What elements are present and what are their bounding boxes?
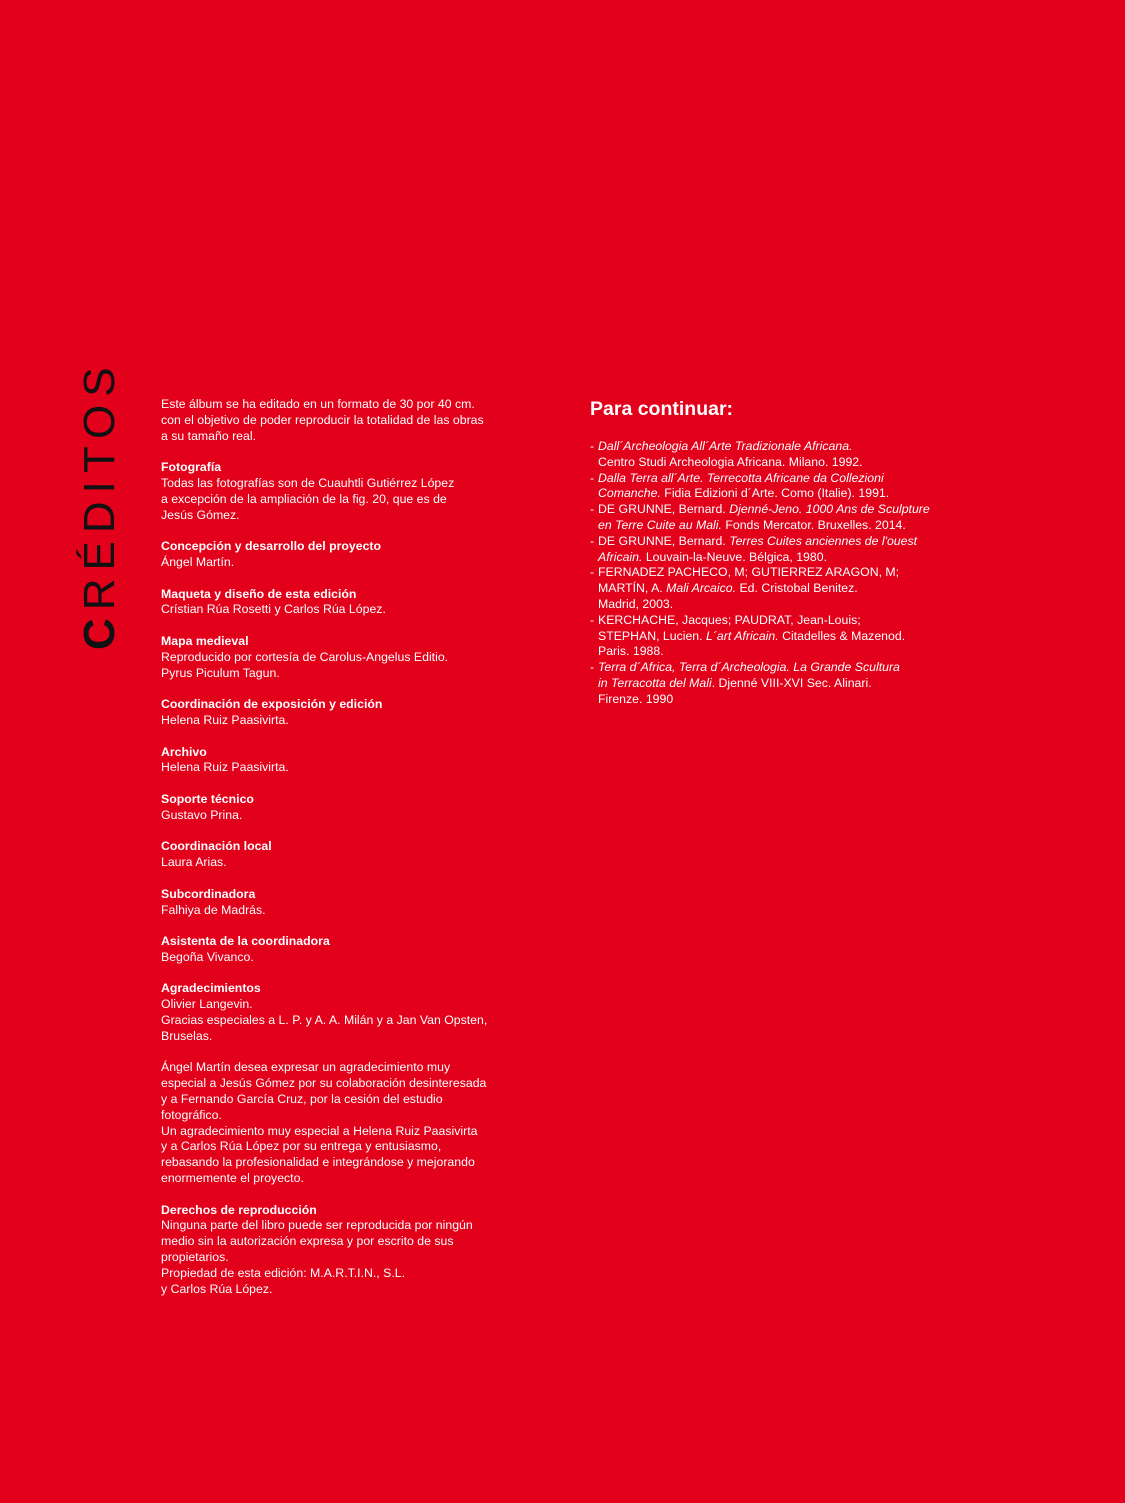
reference-title: en Terre Cuite au Mali. (598, 517, 722, 532)
title-initial: C (75, 610, 124, 650)
credit-section (161, 587, 501, 619)
reference-line (598, 550, 930, 566)
bullet-dash: - (590, 565, 595, 580)
credit-section (161, 839, 501, 871)
reference-line (598, 518, 930, 534)
bibliography-heading: Para continuar: (590, 398, 734, 420)
reference-text: Fonds Mercator. Bruxelles. 2014. (721, 517, 906, 532)
credit-section (161, 634, 501, 681)
reference-item (590, 565, 930, 612)
section-heading: Coordinación local (161, 839, 272, 854)
text-line: propietarios. (161, 1250, 229, 1265)
text-line: Gustavo Prina. (161, 807, 243, 822)
section-heading: Agradecimientos (161, 981, 261, 996)
section-heading: Subcordinadora (161, 886, 256, 901)
reference-text: Madrid, 2003. (598, 596, 674, 611)
reference-line (598, 692, 930, 708)
text-line: fotográfico. (161, 1107, 222, 1122)
text-line: Begoña Vivanco. (161, 949, 254, 964)
reference-line (598, 534, 930, 550)
reference-title: Africain. (598, 549, 643, 564)
reference-line (598, 660, 930, 676)
reference-text: Ed. Cristobal Benitez. (736, 581, 858, 596)
reference-text: KERCHACHE, Jacques; PAUDRAT, Jean-Louis; (598, 612, 861, 627)
reference-text: Paris. 1988. (598, 644, 664, 659)
credit-section (161, 745, 501, 777)
reference-item (590, 613, 930, 660)
text-line: Bruselas. (161, 1028, 213, 1043)
bullet-dash: - (590, 612, 595, 627)
reference-line (598, 644, 930, 660)
title-rest: RÉDITOS (75, 359, 124, 611)
section-heading: Coordinación de exposición y edición (161, 697, 383, 712)
reference-text: Louvain-la-Neuve. Bélgica, 1980. (642, 549, 827, 564)
bullet-dash: - (590, 439, 595, 453)
reference-item (590, 439, 930, 471)
reference-line (598, 455, 930, 471)
text-line: Pyrus Piculum Tagun. (161, 665, 280, 680)
bullet-dash: - (590, 502, 595, 517)
credit-section (161, 981, 501, 1044)
reference-line (598, 502, 930, 518)
credit-sections (161, 460, 501, 1044)
text-line: enormemente el proyecto. (161, 1171, 304, 1186)
rights-section (161, 1203, 501, 1298)
text-line: Laura Arias. (161, 855, 227, 870)
text-line: y a Carlos Rúa López por su entrega y entusiasmo, (161, 1139, 442, 1154)
reference-item (590, 502, 930, 534)
reference-title: L´art Africain. (705, 628, 779, 643)
reference-title: Mali Arcaico. (666, 581, 737, 596)
bibliography-column (590, 397, 930, 708)
text-line: Helena Ruiz Paasivirta. (161, 760, 289, 775)
credit-section (161, 539, 501, 571)
reference-line (598, 581, 930, 597)
reference-line (598, 471, 930, 487)
text-line: y Carlos Rúa López. (161, 1281, 273, 1296)
section-heading: Fotografía (161, 460, 222, 475)
section-heading: Asistenta de la coordinadora (161, 934, 330, 949)
reference-title: Djenné-Jeno. 1000 Ans de Sculpture (729, 502, 930, 517)
credits-column (161, 397, 501, 1313)
text-line: Un agradecimiento muy especial a Helena Ruiz Paasivirta (161, 1123, 478, 1138)
text-line: Ángel Martín. (161, 554, 235, 569)
section-heading: Maqueta y diseño de esta edición (161, 586, 357, 601)
text-line: Gracias especiales a L. P. y A. A. Milán y a Jan Van Opsten, (161, 1013, 488, 1028)
reference-text: Fidia Edizioni d´Arte. Como (Italie). 1991. (660, 486, 890, 501)
reference-line (598, 486, 930, 502)
text-line: medio sin la autorización expresa y por escrito de sus (161, 1234, 454, 1249)
text-line: Falhiya de Madrás. (161, 902, 266, 917)
reference-title: Comanche. (598, 486, 661, 501)
text-line: Este álbum se ha editado en un formato de 30 por 40 cm. (161, 397, 475, 411)
reference-line (598, 439, 930, 455)
reference-item (590, 660, 930, 707)
section-heading: Archivo (161, 744, 207, 759)
text-line: Reproducido por cortesía de Carolus-Angelus Editio. (161, 649, 449, 664)
reference-title: Terres Cuites anciennes de l'ouest (729, 533, 918, 548)
reference-text: . Djenné VIII-XVI Sec. Alinari. (711, 675, 872, 690)
intro-paragraph (161, 397, 501, 444)
section-heading: Concepción y desarrollo del proyecto (161, 539, 382, 554)
text-line: especial a Jesús Gómez por su colaboración desinteresada (161, 1076, 487, 1091)
section-heading: Mapa medieval (161, 633, 249, 648)
text-line: a su tamaño real. (161, 428, 257, 443)
text-line: Ninguna parte del libro puede ser reproducida por ningún (161, 1218, 473, 1233)
reference-text: Firenze. 1990 (598, 691, 674, 706)
text-line: Olivier Langevin. (161, 997, 253, 1012)
reference-line (598, 565, 930, 581)
reference-line (598, 676, 930, 692)
text-line: Helena Ruiz Paasivirta. (161, 712, 289, 727)
reference-text: STEPHAN, Lucien. (598, 628, 706, 643)
reference-title: in Terracotta del Mali (598, 675, 712, 690)
section-heading: Derechos de reproducción (161, 1202, 317, 1217)
credit-section (161, 792, 501, 824)
text-line: y a Fernando García Cruz, por la cesión del estudio (161, 1092, 443, 1107)
bullet-dash: - (590, 660, 595, 675)
reference-item (590, 534, 930, 566)
text-line: Ángel Martín desea expresar un agradecimiento muy (161, 1060, 451, 1075)
reference-title: Dall´Archeologia All´Arte Tradizionale Africana. (598, 439, 853, 453)
credit-section (161, 887, 501, 919)
credit-section (161, 460, 501, 523)
reference-text: Citadelles & Mazenod. (778, 628, 906, 643)
text-line: con el objetivo de poder reproducir la totalidad de las obras (161, 412, 484, 427)
thanks-paragraph (161, 1060, 501, 1186)
reference-line (598, 629, 930, 645)
reference-title: Terra d´Africa, Terra d´Archeologia. La Grande Scultura (598, 660, 900, 675)
bullet-dash: - (590, 470, 595, 485)
text-line: Jesús Gómez. (161, 507, 240, 522)
credit-section (161, 934, 501, 966)
text-line: Crístian Rúa Rosetti y Carlos Rúa López. (161, 602, 386, 617)
reference-text: DE GRUNNE, Bernard. (598, 502, 730, 517)
reference-line (598, 597, 930, 613)
text-line: rebasando la profesionalidad e integrándose y mejorando (161, 1155, 475, 1170)
text-line: a excepción de la ampliación de la fig. 20, que es de (161, 491, 447, 506)
credit-section (161, 697, 501, 729)
reference-list (590, 439, 930, 708)
reference-text: MARTÍN, A. (598, 581, 667, 596)
bullet-dash: - (590, 533, 595, 548)
text-line: Todas las fotografías son de Cuauhtli Gutiérrez López (161, 475, 455, 490)
reference-text: FERNADEZ PACHECO, M; GUTIERREZ ARAGON, M; (598, 565, 900, 580)
reference-title: Dalla Terra all´Arte. Terrecotta Africane da Collezioni (598, 470, 884, 485)
reference-item (590, 471, 930, 503)
reference-line (598, 613, 930, 629)
reference-text: DE GRUNNE, Bernard. (598, 533, 730, 548)
section-heading: Soporte técnico (161, 791, 254, 806)
reference-text: Centro Studi Archeologia Africana. Milano. 1992. (598, 454, 863, 469)
text-line: Propiedad de esta edición: M.A.R.T.I.N., S.L. (161, 1265, 406, 1280)
